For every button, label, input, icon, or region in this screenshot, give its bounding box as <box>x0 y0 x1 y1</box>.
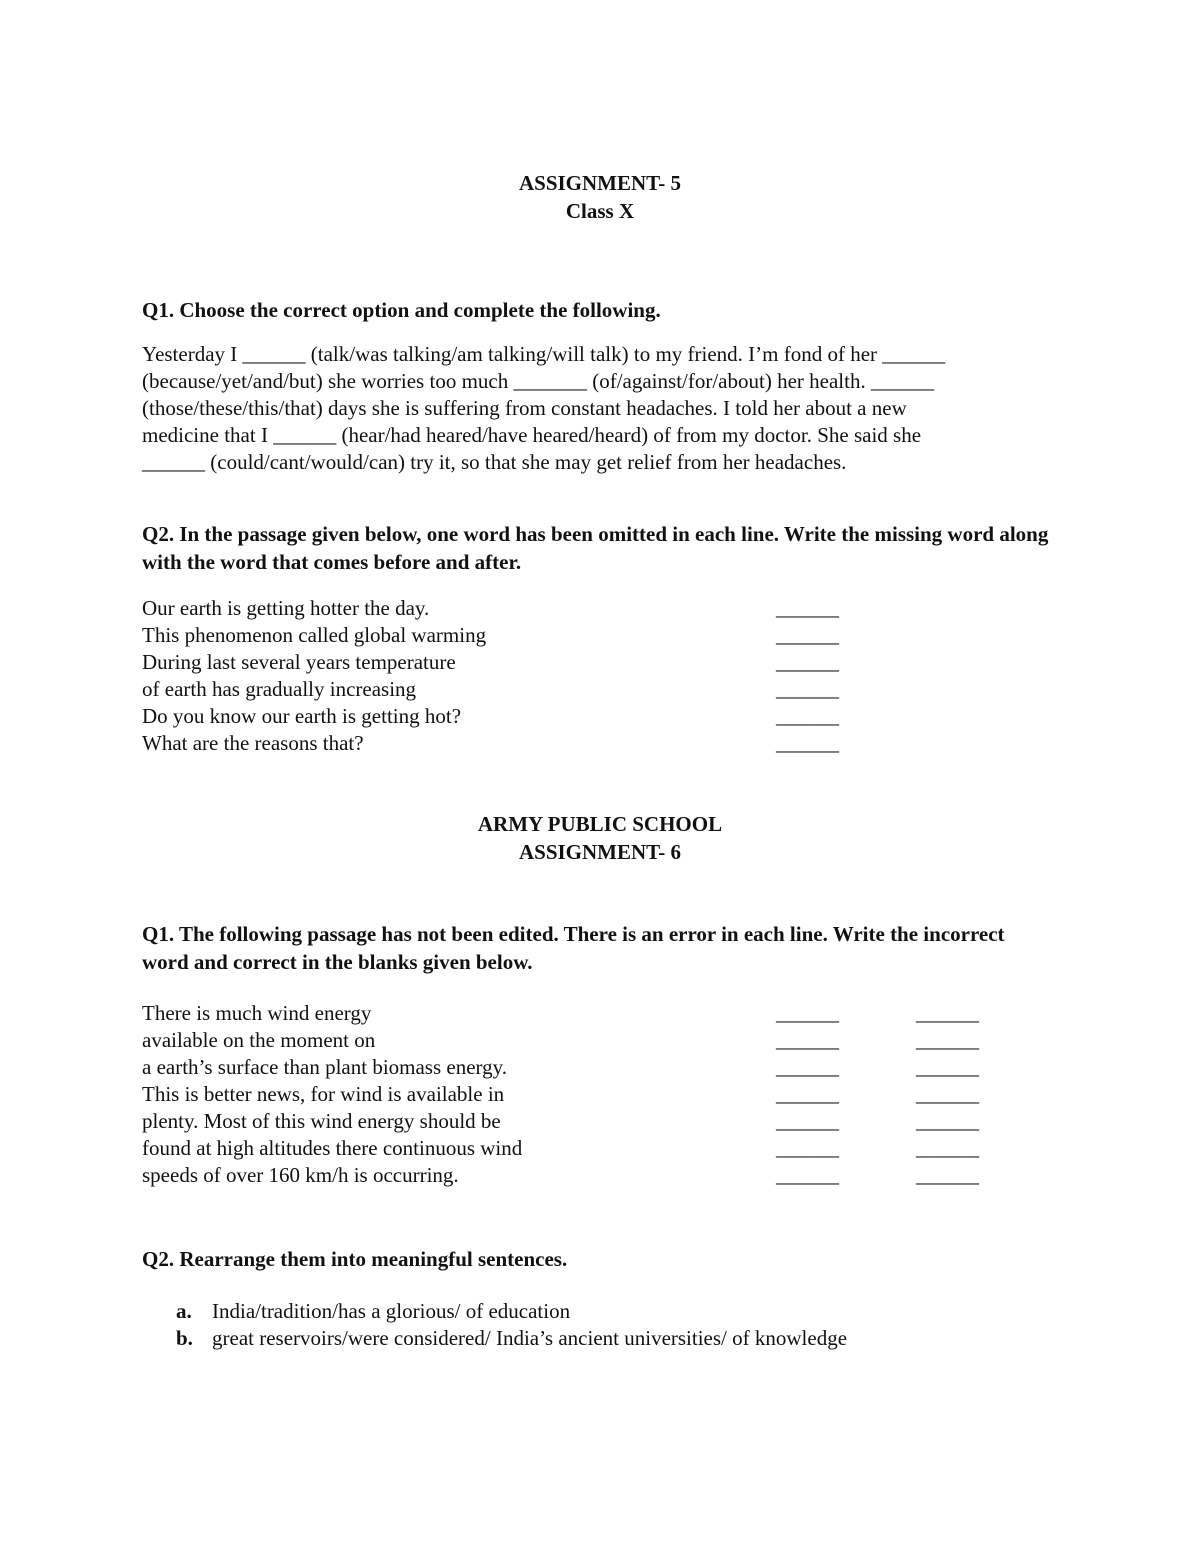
editing-row <box>142 1000 1042 1027</box>
class-label: Class X <box>565 199 635 223</box>
answer-blank: ______ <box>776 731 839 755</box>
a5-q2-heading: Q2. In the passage given below, one word has been omitted in each line. Write the missing word along with the word that comes before and after. <box>142 522 1049 574</box>
incorrect-blank: ______ <box>776 1163 839 1187</box>
list-marker: a. <box>176 1299 192 1323</box>
correct-blank: ______ <box>916 1028 979 1052</box>
line-text: During last several years temperature <box>142 650 456 674</box>
incorrect-blank: ______ <box>776 1028 839 1052</box>
line-text: speeds of over 160 km/h is occurring. <box>142 1163 459 1187</box>
line-text: Our earth is getting hotter the day. <box>142 596 430 620</box>
a6-q2-heading: Q2. Rearrange them into meaningful sentences. <box>142 1247 568 1271</box>
incorrect-blank: ______ <box>776 1109 839 1133</box>
line-text: of earth has gradually increasing <box>142 677 417 701</box>
answer-blank: ______ <box>776 650 839 674</box>
incorrect-blank: ______ <box>776 1001 839 1025</box>
line-text: This phenomenon called global warming <box>142 623 487 647</box>
passage-line: (those/these/this/that) days she is suffering from constant headaches. I told her about a new <box>142 396 907 420</box>
omission-row <box>142 703 1042 730</box>
list-item-text: India/tradition/has a glorious/ of education <box>212 1299 571 1323</box>
incorrect-blank: ______ <box>776 1082 839 1106</box>
a6-q1-rows <box>142 1000 1042 1189</box>
rearrange-list <box>142 1298 1042 1352</box>
a5-q1-passage <box>142 341 1062 476</box>
incorrect-blank: ______ <box>776 1136 839 1160</box>
correct-blank: ______ <box>916 1001 979 1025</box>
answer-blank: ______ <box>776 623 839 647</box>
correct-blank: ______ <box>916 1136 979 1160</box>
line-text: This is better news, for wind is available in <box>142 1082 505 1106</box>
incorrect-blank: ______ <box>776 1055 839 1079</box>
line-text: What are the reasons that? <box>142 731 364 755</box>
editing-row <box>142 1027 1042 1054</box>
list-item-text: great reservoirs/were considered/ India’s ancient universities/ of knowledge <box>212 1326 848 1350</box>
line-text: found at high altitudes there continuous wind <box>142 1136 523 1160</box>
list-item <box>142 1325 1042 1352</box>
editing-row <box>142 1054 1042 1081</box>
passage-line: (because/yet/and/but) she worries too much _______ (of/against/for/about) her health. ______ <box>142 369 934 393</box>
a5-q1-heading: Q1. Choose the correct option and complete the following. <box>142 298 661 322</box>
editing-row <box>142 1081 1042 1108</box>
a6-q1-heading: Q1. The following passage has not been edited. There is an error in each line. Write the incorrect word and correct in the blanks given below. <box>142 922 1005 974</box>
passage-line: ______ (could/cant/would/can) try it, so that she may get relief from her headaches. <box>142 450 847 474</box>
omission-row <box>142 676 1042 703</box>
passage-line: medicine that I ______ (hear/had heared/have heared/heard) of from my doctor. She said she <box>142 423 922 447</box>
list-item <box>142 1298 1042 1325</box>
correct-blank: ______ <box>916 1163 979 1187</box>
correct-blank: ______ <box>916 1055 979 1079</box>
assignment5-title: ASSIGNMENT- 5 <box>518 171 681 195</box>
answer-blank: ______ <box>776 596 839 620</box>
omission-row <box>142 649 1042 676</box>
assignment6-title: ASSIGNMENT- 6 <box>518 840 681 864</box>
a5-q2-rows <box>142 595 1042 757</box>
line-text: Do you know our earth is getting hot? <box>142 704 462 728</box>
editing-row <box>142 1108 1042 1135</box>
editing-row <box>142 1135 1042 1162</box>
line-text: There is much wind energy <box>142 1001 372 1025</box>
passage-line: Yesterday I ______ (talk/was talking/am talking/will talk) to my friend. I’m fond of her ______ <box>142 342 946 366</box>
omission-row <box>142 595 1042 622</box>
correct-blank: ______ <box>916 1109 979 1133</box>
correct-blank: ______ <box>916 1082 979 1106</box>
list-marker: b. <box>176 1326 193 1350</box>
school-name: ARMY PUBLIC SCHOOL <box>477 812 723 836</box>
answer-blank: ______ <box>776 704 839 728</box>
omission-row <box>142 730 1042 757</box>
line-text: plenty. Most of this wind energy should be <box>142 1109 501 1133</box>
line-text: a earth’s surface than plant biomass energy. <box>142 1055 508 1079</box>
omission-row <box>142 622 1042 649</box>
answer-blank: ______ <box>776 677 839 701</box>
editing-row <box>142 1162 1042 1189</box>
line-text: available on the moment on <box>142 1028 376 1052</box>
